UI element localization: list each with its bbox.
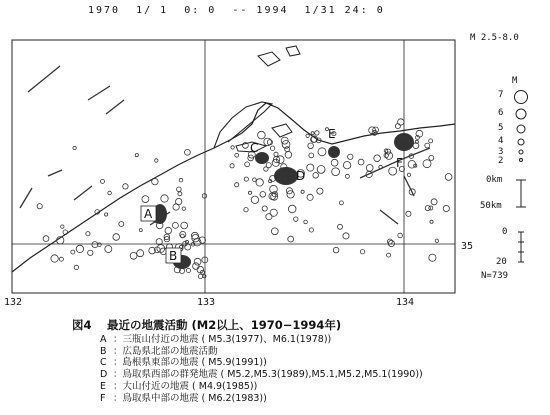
earthquake-event — [386, 149, 391, 154]
earthquake-event — [398, 233, 403, 238]
earthquake-event — [331, 159, 338, 166]
legend-key: A — [100, 334, 107, 345]
magnitude-value: 5 — [498, 123, 504, 133]
earthquake-event — [430, 220, 433, 223]
earthquake-event — [425, 206, 430, 211]
magnitude-row — [482, 108, 542, 122]
earthquake-event — [76, 245, 83, 252]
map-frame — [12, 40, 455, 293]
earthquake-event — [387, 253, 391, 257]
earthquake-event — [105, 213, 108, 216]
earthquake-event — [318, 148, 326, 156]
earthquake-event — [244, 208, 248, 212]
earthquake-event — [317, 166, 325, 174]
earthquake-event — [435, 239, 438, 242]
legend-item-e — [100, 381, 423, 393]
earthquake-event — [431, 199, 437, 205]
earthquake-event — [309, 228, 313, 232]
earthquake-event — [332, 168, 340, 176]
earthquake-event — [178, 192, 182, 196]
earthquake-event — [333, 247, 339, 253]
earthquake-event — [429, 155, 434, 160]
earthquake-event — [142, 196, 149, 203]
earthquake-event — [186, 268, 190, 272]
earthquake-event — [429, 254, 436, 261]
longitude-label-132: 132 — [4, 297, 23, 308]
region-label-b: B — [169, 249, 178, 263]
earthquake-event — [113, 234, 120, 241]
earthquake-event — [317, 188, 323, 194]
region-label-a: A — [144, 207, 153, 221]
magnitude-value: 2 — [498, 156, 504, 166]
earthquake-event — [307, 164, 314, 171]
faults — [20, 66, 430, 225]
earthquake-event — [258, 131, 266, 139]
legend-key: E — [100, 380, 107, 392]
earthquake-event — [406, 211, 411, 216]
earthquake-event — [137, 250, 144, 257]
legend-key: B — [100, 345, 107, 357]
longitude-label-133: 133 — [197, 297, 216, 308]
earthquake-event — [253, 178, 257, 182]
depth-scale-bar — [518, 232, 524, 262]
depth-label-0: 0 — [502, 227, 508, 237]
earthquake-event — [271, 228, 278, 235]
longitude-label-134: 134 — [396, 297, 415, 308]
earthquake-event — [245, 162, 250, 167]
region-label-d: D — [296, 169, 306, 183]
earthquake-event — [71, 250, 75, 254]
earthquake-event — [119, 222, 124, 227]
earthquake-event — [202, 194, 206, 198]
magnitude-range: M 2.5-8.0 — [470, 33, 519, 43]
magnitude-row — [482, 156, 542, 170]
earthquake-event — [155, 159, 158, 162]
legend-text: ：広島県北部の地震活動 — [113, 345, 218, 357]
earthquake-event — [105, 246, 112, 253]
earthquake-event — [348, 154, 353, 159]
earthquake-event — [37, 204, 42, 209]
earthquake-event — [306, 134, 309, 137]
earthquake-event — [288, 205, 296, 213]
earthquake-event — [139, 229, 142, 232]
event-clusters — [153, 133, 414, 269]
earthquake-event — [301, 190, 304, 193]
legend-text: ：鳥取県中部の地震 ( M6.2(1983)) — [113, 392, 267, 404]
legend-item-d — [100, 369, 423, 381]
earthquake-event — [313, 173, 319, 179]
earthquake-event — [182, 207, 185, 210]
magnitude-value: 4 — [498, 136, 504, 146]
earthquake-event — [423, 160, 431, 168]
earthquake-event — [425, 143, 430, 148]
earthquake-event — [288, 236, 294, 242]
earthquake-event — [274, 152, 278, 156]
earthquake-event — [130, 252, 137, 259]
earthquake-event — [177, 187, 182, 192]
region-label-e: E — [328, 127, 336, 141]
earthquake-event — [429, 139, 433, 143]
event-points — [37, 119, 452, 279]
earthquake-event — [74, 265, 78, 269]
earthquake-event — [203, 275, 206, 278]
magnitude-row — [482, 123, 542, 137]
legend-item-b — [100, 346, 423, 358]
earthquake-event — [51, 255, 58, 262]
earthquake-event — [59, 257, 63, 261]
earthquake-event — [185, 149, 191, 155]
earthquake-event — [358, 159, 364, 165]
earthquake-event — [43, 236, 49, 242]
earthquake-event — [172, 222, 178, 228]
legend-item-f — [100, 393, 423, 405]
earthquake-event — [179, 178, 183, 182]
earthquake-event — [343, 233, 349, 239]
earthquake-event — [264, 167, 268, 171]
earthquake-event — [230, 164, 234, 168]
legend-key: F — [100, 392, 106, 404]
earthquake-event — [429, 206, 433, 210]
shimane-peninsula — [214, 102, 272, 148]
earthquake-event — [185, 244, 191, 250]
earthquake-event — [304, 220, 308, 224]
coastline — [12, 103, 455, 272]
legend-text: ：三瓶山付近の地震 ( M5.3(1977)、M6.1(1978)) — [113, 334, 332, 345]
earthquake-event — [308, 143, 314, 149]
earthquake-event — [443, 205, 449, 211]
earthquake-event — [345, 174, 349, 178]
magnitude-row — [482, 90, 542, 104]
earthquake-event — [309, 153, 314, 158]
earthquake-event — [266, 214, 272, 220]
region-label-f: F — [396, 156, 403, 170]
earthquake-event — [165, 227, 172, 234]
lake-nakaumi — [272, 124, 292, 137]
distance-scale-bar — [516, 180, 526, 207]
time-period: 1970 1/ 1 0: 0 -- 1994 1/31 24: 0 — [88, 5, 385, 16]
earthquake-event — [311, 132, 314, 135]
earthquake-event — [262, 206, 267, 211]
scale-label-50km: 50km — [480, 201, 502, 211]
earthquake-event — [315, 131, 319, 135]
earthquake-event — [395, 124, 400, 129]
magnitude-value: 3 — [498, 147, 504, 157]
earthquake-event — [73, 146, 76, 149]
scale-label-0km: 0km — [486, 175, 503, 185]
earthquake-event — [251, 196, 258, 203]
legend-key: C — [100, 357, 107, 369]
earthquake-event — [181, 222, 188, 229]
legend-text: ：鳥取県西部の群発地震 ( M5.2,M5.3(1989),M5.1,M5.2,M5.1(1990)) — [113, 369, 423, 381]
earthquake-event — [256, 179, 263, 186]
earthquake-event — [360, 250, 364, 254]
earthquake-event — [157, 245, 165, 253]
earthquake-event — [343, 162, 350, 169]
earthquake-event — [248, 191, 251, 194]
earthquake-event — [307, 194, 313, 200]
earthquake-event — [173, 204, 179, 210]
earthquake-event — [294, 217, 298, 221]
legend-key: D — [100, 369, 108, 381]
earthquake-event — [244, 177, 248, 181]
earthquake-event — [270, 146, 274, 150]
earthquake-event — [235, 153, 239, 157]
region-legend — [100, 334, 423, 404]
earthquake-event — [260, 192, 266, 198]
earthquake-event — [198, 274, 202, 278]
earthquake-event — [235, 183, 239, 187]
event-count: N=739 — [481, 271, 509, 281]
earthquake-event — [398, 119, 404, 125]
earthquake-event — [193, 263, 200, 270]
magnitude-value: 7 — [498, 90, 504, 100]
figure-caption: 図4 最近の地震活動 (M2以上、1970−1994年) — [72, 318, 342, 332]
earthquake-event — [374, 155, 381, 162]
earthquake-event — [339, 201, 343, 205]
depth-label-20: 20 — [496, 257, 507, 267]
latitude-label: 35 — [461, 241, 474, 252]
earthquake-event — [285, 152, 292, 159]
earthquake-event — [101, 179, 105, 183]
legend-text: ：大山付近の地震 ( M4.9(1985)) — [113, 380, 258, 392]
earthquake-event — [135, 154, 138, 157]
earthquake-event — [108, 191, 112, 195]
earthquake-event — [86, 232, 90, 236]
earthquake-event — [407, 173, 410, 176]
region-label-c: C — [250, 141, 259, 155]
earthquake-event — [445, 174, 452, 181]
earthquake-event — [152, 179, 158, 185]
legend-item-a — [100, 334, 423, 346]
legend-item-c — [100, 357, 423, 369]
earthquake-event — [161, 195, 168, 202]
legend-text: ：島根県東部の地震 ( M5.9(1991)) — [113, 357, 267, 369]
earthquake-event — [92, 242, 98, 248]
earthquake-event — [287, 191, 294, 198]
earthquake-event — [61, 225, 64, 228]
magnitude-value: 6 — [498, 108, 504, 118]
earthquake-event — [194, 258, 201, 265]
earthquake-event — [231, 146, 234, 149]
earthquake-event — [366, 165, 373, 172]
magnitude-legend-title: M — [512, 76, 518, 86]
earthquake-event — [123, 184, 128, 189]
earthquake-event — [88, 250, 93, 255]
oki-islands — [258, 46, 300, 66]
earthquake-event — [338, 224, 343, 229]
